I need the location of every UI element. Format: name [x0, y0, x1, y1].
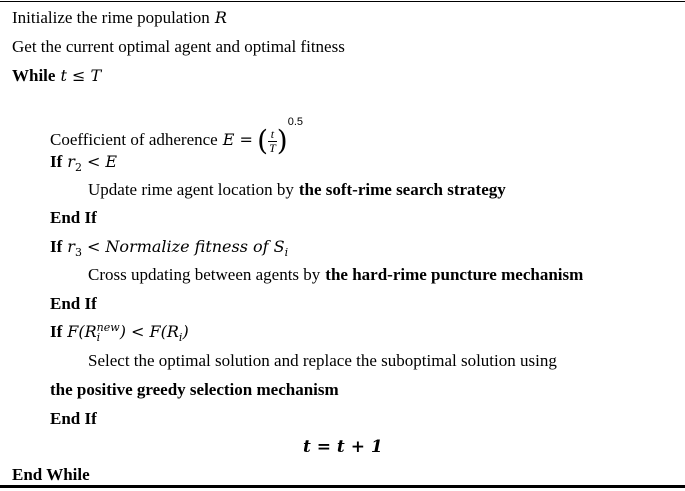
coef-fraction — [268, 128, 277, 155]
if1-line — [50, 152, 117, 178]
select-bold-line: the positive greedy selection mechanism — [50, 380, 339, 399]
init-var: R — [214, 8, 227, 27]
init-text: Initialize the rime population — [12, 8, 210, 27]
if2-rest: < Normalize fitness of S — [86, 237, 285, 256]
coef-numerator: t — [268, 128, 277, 142]
while-keyword: While — [12, 66, 56, 85]
if1-var: r — [67, 152, 75, 171]
if3-sub2: i — [178, 331, 183, 344]
cross-line — [88, 265, 583, 285]
top-rule — [0, 1, 685, 2]
if3-line — [50, 322, 189, 348]
left-paren: ( — [257, 124, 269, 158]
if3-script — [97, 323, 120, 343]
if2-sub: 3 — [74, 246, 82, 259]
while-line — [12, 66, 101, 86]
if1-rest: < E — [86, 152, 118, 171]
select-line: Select the optimal solution and replace the suboptimal solution using — [88, 351, 557, 370]
cross-bold: the hard-rime puncture mechanism — [325, 265, 584, 284]
update-bold: the soft-rime search strategy — [298, 180, 506, 199]
if1-sub: 2 — [74, 161, 82, 174]
right-paren: ) — [276, 124, 288, 158]
if3-close: ) — [182, 322, 189, 341]
get-optimal-line: Get the current optimal agent and optimal fitness — [12, 37, 345, 56]
if2-line — [50, 237, 288, 263]
if-keyword: If — [50, 152, 63, 171]
init-line — [12, 8, 227, 28]
coef-denominator: T — [269, 140, 276, 155]
bottom-rule — [0, 485, 685, 488]
coef-exponent: 0.5 — [287, 116, 303, 128]
increment-line: t = t + 1 — [303, 437, 383, 457]
update-text: Update rime agent location by — [88, 180, 294, 199]
if3-f1: F(R — [67, 322, 97, 341]
endif-2: End If — [50, 294, 97, 313]
if-keyword: If — [50, 237, 63, 256]
if2-var: r — [67, 237, 75, 256]
endif-1: End If — [50, 208, 97, 227]
if3-rest: ) < F(R — [119, 322, 179, 341]
coef-text: Coefficient of adherence — [50, 130, 218, 149]
coefficient-line — [50, 108, 303, 158]
while-condition: t ≤ T — [60, 66, 102, 85]
update-line — [88, 180, 506, 200]
coef-lhs: E = — [222, 130, 253, 149]
if-keyword: If — [50, 322, 63, 341]
if3-sup: new — [96, 321, 120, 335]
cross-text: Cross updating between agents by — [88, 265, 321, 284]
end-while: End While — [12, 465, 90, 484]
if3-sub: i — [96, 331, 101, 345]
if2-sub-i: i — [284, 246, 289, 259]
endif-3: End If — [50, 409, 97, 428]
